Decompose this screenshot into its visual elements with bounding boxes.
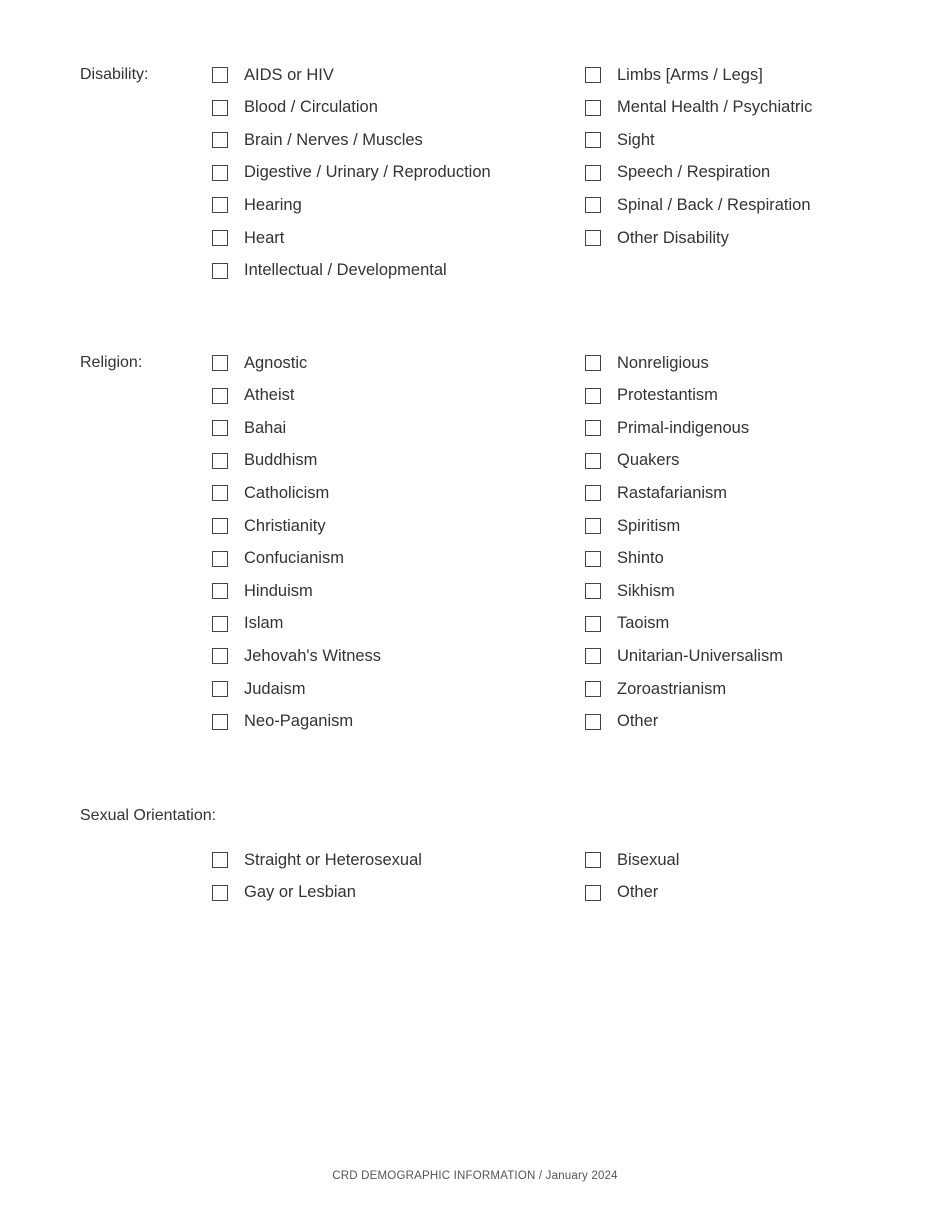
option-label: Sikhism: [617, 581, 675, 600]
checkbox[interactable]: [212, 420, 228, 436]
checkbox[interactable]: [212, 551, 228, 567]
option-label: Agnostic: [244, 353, 308, 372]
option-label: Other: [617, 883, 659, 902]
religion-option[interactable]: [212, 712, 353, 732]
option-label: Heart: [244, 228, 285, 247]
option-label: Mental Health / Psychiatric: [617, 98, 813, 117]
checkbox[interactable]: [212, 885, 228, 901]
option-label: Sight: [617, 130, 655, 149]
option-label: Catholicism: [244, 483, 330, 502]
option-label: Unitarian-Universalism: [617, 646, 783, 665]
checkbox[interactable]: [212, 583, 228, 599]
checkbox[interactable]: [585, 355, 601, 371]
checkbox[interactable]: [585, 885, 601, 901]
option-label: AIDS or HIV: [244, 65, 334, 84]
option-label: Atheist: [244, 386, 295, 405]
checkbox[interactable]: [585, 165, 601, 181]
checkbox[interactable]: [212, 165, 228, 181]
disability-option[interactable]: [585, 163, 770, 183]
sexual-orientation-option[interactable]: [585, 883, 658, 903]
option-label: Digestive / Urinary / Reproduction: [244, 163, 491, 182]
checkbox[interactable]: [585, 453, 601, 469]
checkbox[interactable]: [585, 518, 601, 534]
checkbox[interactable]: [212, 67, 228, 83]
checkbox[interactable]: [585, 197, 601, 213]
option-label: Confucianism: [244, 549, 344, 568]
religion-label: Religion:: [80, 354, 143, 371]
checkbox[interactable]: [212, 714, 228, 730]
checkbox[interactable]: [212, 355, 228, 371]
option-label: Jehovah's Witness: [244, 646, 382, 665]
religion-option[interactable]: [212, 353, 307, 373]
religion-option[interactable]: [212, 679, 305, 699]
checkbox[interactable]: [585, 67, 601, 83]
checkbox[interactable]: [585, 230, 601, 246]
religion-option[interactable]: [212, 386, 294, 406]
religion-option[interactable]: [585, 614, 669, 634]
checkbox[interactable]: [585, 852, 601, 868]
checkbox[interactable]: [212, 388, 228, 404]
religion-option[interactable]: [585, 418, 749, 438]
religion-option[interactable]: [212, 483, 329, 503]
disability-option[interactable]: [212, 130, 423, 150]
option-label: Spinal / Back / Respiration: [617, 195, 811, 214]
option-label: Quakers: [617, 451, 680, 470]
checkbox[interactable]: [585, 551, 601, 567]
option-label: Taoism: [617, 614, 670, 633]
option-label: Primal-indigenous: [617, 418, 750, 437]
checkbox[interactable]: [585, 100, 601, 116]
option-label: Protestantism: [617, 386, 718, 405]
checkbox[interactable]: [212, 518, 228, 534]
disability-option[interactable]: [212, 163, 491, 183]
option-label: Limbs [Arms / Legs]: [617, 65, 763, 84]
option-label: Hinduism: [244, 581, 313, 600]
option-label: Brain / Nerves / Muscles: [244, 130, 423, 149]
option-label: Hearing: [244, 195, 302, 214]
religion-option[interactable]: [212, 418, 286, 438]
disability-option[interactable]: [212, 261, 447, 281]
checkbox[interactable]: [585, 648, 601, 664]
religion-option[interactable]: [585, 679, 726, 699]
disability-option[interactable]: [212, 228, 284, 248]
checkbox[interactable]: [212, 100, 228, 116]
option-label: Buddhism: [244, 451, 318, 470]
religion-option[interactable]: [212, 549, 344, 569]
religion-option[interactable]: [212, 516, 326, 536]
religion-option[interactable]: [212, 614, 283, 634]
checkbox[interactable]: [212, 132, 228, 148]
religion-option[interactable]: [585, 581, 675, 601]
option-label: Nonreligious: [617, 353, 709, 372]
option-label: Rastafarianism: [617, 483, 728, 502]
disability-option[interactable]: [585, 130, 655, 150]
checkbox[interactable]: [585, 583, 601, 599]
religion-option[interactable]: [212, 581, 313, 601]
religion-option[interactable]: [212, 646, 381, 666]
religion-option[interactable]: [585, 353, 709, 373]
religion-option[interactable]: [212, 451, 317, 471]
option-label: Islam: [244, 614, 284, 633]
religion-option[interactable]: [585, 386, 718, 406]
sexual-orientation-option[interactable]: [212, 883, 356, 903]
option-label: Spiritism: [617, 516, 681, 535]
option-label: Intellectual / Developmental: [244, 261, 447, 280]
option-label: Zoroastrianism: [617, 679, 727, 698]
option-label: Shinto: [617, 549, 664, 568]
checkbox[interactable]: [212, 230, 228, 246]
religion-option[interactable]: [585, 451, 679, 471]
disability-option[interactable]: [585, 65, 763, 85]
checkbox[interactable]: [585, 132, 601, 148]
religion-option[interactable]: [585, 483, 727, 503]
checkbox[interactable]: [212, 852, 228, 868]
disability-option[interactable]: [212, 98, 378, 118]
option-label: Other: [617, 712, 659, 731]
option-label: Neo-Paganism: [244, 712, 354, 731]
checkbox[interactable]: [585, 616, 601, 632]
checkbox[interactable]: [212, 616, 228, 632]
disability-option[interactable]: [212, 65, 334, 85]
option-label: Gay or Lesbian: [244, 883, 356, 902]
checkbox[interactable]: [212, 197, 228, 213]
checkbox[interactable]: [212, 648, 228, 664]
option-label: Other Disability: [617, 228, 729, 247]
option-label: Bisexual: [617, 850, 680, 869]
disability-option[interactable]: [212, 195, 302, 215]
option-label: Bahai: [244, 418, 287, 437]
disability-option[interactable]: [585, 228, 729, 248]
checkbox[interactable]: [585, 485, 601, 501]
religion-option[interactable]: [585, 646, 783, 666]
option-label: Judaism: [244, 679, 306, 698]
checkbox[interactable]: [585, 420, 601, 436]
religion-option[interactable]: [585, 549, 664, 569]
option-label: Speech / Respiration: [617, 163, 771, 182]
disability-option[interactable]: [585, 195, 811, 215]
checkbox[interactable]: [212, 453, 228, 469]
checkbox[interactable]: [212, 681, 228, 697]
religion-option[interactable]: [585, 712, 658, 732]
sexual-orientation-option[interactable]: [585, 850, 679, 870]
option-label: Straight or Heterosexual: [244, 850, 422, 869]
checkbox[interactable]: [585, 388, 601, 404]
page-footer: CRD DEMOGRAPHIC INFORMATION / January 2024: [332, 1170, 618, 1182]
checkbox[interactable]: [585, 714, 601, 730]
sexual-orientation-label: Sexual Orientation:: [80, 807, 217, 824]
checkbox[interactable]: [212, 485, 228, 501]
option-label: Blood / Circulation: [244, 98, 378, 117]
option-label: Christianity: [244, 516, 326, 535]
religion-option[interactable]: [585, 516, 680, 536]
checkbox[interactable]: [212, 263, 228, 279]
disability-option[interactable]: [585, 98, 812, 118]
sexual-orientation-option[interactable]: [212, 850, 422, 870]
checkbox[interactable]: [585, 681, 601, 697]
disability-label: Disability:: [80, 66, 149, 83]
